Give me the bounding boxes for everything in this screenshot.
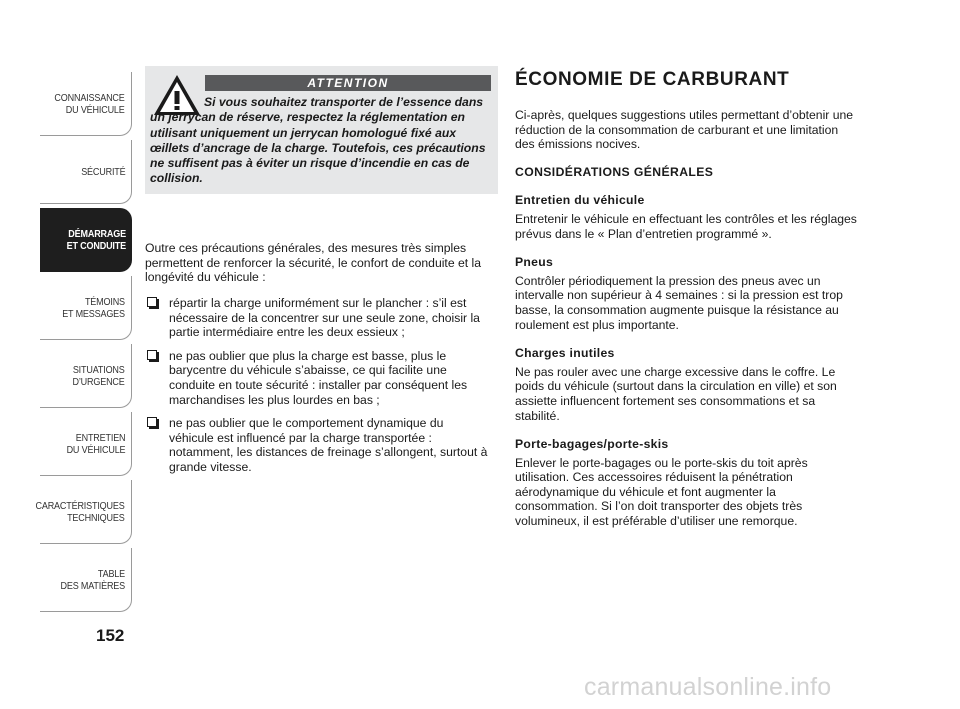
tab-label: CONNAISSANCE DU VÉHICULE — [54, 91, 125, 116]
warning-box — [145, 66, 498, 194]
tab-label: CARACTÉRISTIQUES TECHNIQUES — [35, 499, 125, 524]
tab-table-des-matieres[interactable] — [40, 548, 132, 612]
page-title: ÉCONOMIE DE CARBURANT — [515, 69, 790, 90]
subsection-title-charges: Charges inutiles — [515, 346, 615, 361]
watermark: carmanualsonline.info — [584, 673, 832, 701]
bullet-text: répartir la charge uniformément sur le plancher : s’il est nécessaire de la concentrer sur une seule zone, choisir la partie intermédiaire entre les deux essieux ; — [169, 296, 480, 340]
subsection-text-porte-bagages: Enlever le porte-bagages ou le porte-skis du toit après utilisation. Ces accessoires réduisent la pénétration aérodynamique du véhicule et font augmenter la consommation. Si l’on doit transporter des objets très volumineux, il est préférable d’utiliser une remorque. — [515, 455, 808, 529]
bullet-list — [145, 296, 490, 484]
tab-situations-d-urgence[interactable] — [40, 344, 132, 408]
tab-entretien-du-vehicule[interactable] — [40, 412, 132, 476]
section-intro: Ci-après, quelques suggestions utiles permettant d’obtenir une réduction de la consommation de carburant et une limitation des émissions nocives. — [515, 108, 854, 152]
checkbox-bullet-icon — [147, 350, 157, 360]
list-item — [145, 296, 490, 340]
subsection-text-entretien: Entretenir le véhicule en effectuant les contrôles et les réglages prévus dans le « Plan d’entretien programmé ». — [515, 211, 857, 241]
tab-label: TÉMOINS ET MESSAGES — [62, 295, 125, 320]
section-heading: CONSIDÉRATIONS GÉNÉRALES — [515, 164, 714, 179]
warning-header: ATTENTION — [205, 75, 491, 91]
tab-label: ENTRETIEN DU VÉHICULE — [66, 431, 125, 456]
bullet-text: ne pas oublier que plus la charge est basse, plus le barycentre du véhicule s’abaisse, ce qui facilite une conduite en toute sécurité : installer par conséquent les marchandises les plus lourdes en bas ; — [169, 348, 468, 407]
subsection-title-pneus: Pneus — [515, 255, 554, 270]
tab-securite[interactable] — [40, 140, 132, 204]
tab-demarrage-et-conduite[interactable] — [40, 208, 132, 272]
fuel-economy-section — [515, 68, 860, 529]
subsection-title-porte-bagages: Porte-bagages/porte-skis — [515, 437, 669, 452]
subsection-text-pneus: Contrôler périodiquement la pression des pneus avec un intervalle non supérieur à 4 semaines : si la pression est trop basse, la consommation augmente puisque la résistance au roulement est plus importante. — [515, 273, 843, 332]
tab-label: TABLE DES MATIÈRES — [60, 567, 125, 592]
subsection-title-entretien: Entretien du véhicule — [515, 193, 645, 208]
tab-label: SÉCURITÉ — [80, 165, 125, 178]
page-number: 152 — [96, 626, 125, 645]
bullet-text: ne pas oublier que le comportement dynamique du véhicule est influencé par la charge transportée : notamment, les distances de freinage s’allongent, surtout à grande vitesse. — [169, 416, 488, 474]
checkbox-bullet-icon — [147, 417, 157, 427]
tab-label: SITUATIONS D’URGENCE — [72, 363, 125, 388]
subsection-text-charges: Ne pas rouler avec une charge excessive dans le coffre. Le poids du véhicule (surtout dans la circulation en ville) et son assiette influencent fortement ses consommations et sa stabilité. — [515, 364, 837, 423]
checkbox-bullet-icon — [147, 297, 157, 307]
warning-text: Si vous souhaitez transporter de l’essence dans un jerrycan de réserve, respectez la réglementation en utilisant uniquement un jerrycan homologué fixé aux œillets d’ancrage de la charge. Toutefois, ces précautions ne suffisent pas à éviter un risque d’incendie en cas de collision. — [150, 95, 486, 186]
tab-temoins-et-messages[interactable] — [40, 276, 132, 340]
list-item — [145, 416, 490, 474]
tab-label: DÉMARRAGE ET CONDUITE — [66, 228, 126, 252]
tab-caracteristiques-techniques[interactable] — [35, 480, 132, 544]
list-item — [145, 349, 490, 407]
tab-connaissance-du-vehicule[interactable] — [40, 72, 132, 136]
left-intro: Outre ces précautions générales, des mesures très simples permettent de renforcer la sécurité, le confort de conduite et la longévité du véhicule : — [145, 241, 482, 285]
